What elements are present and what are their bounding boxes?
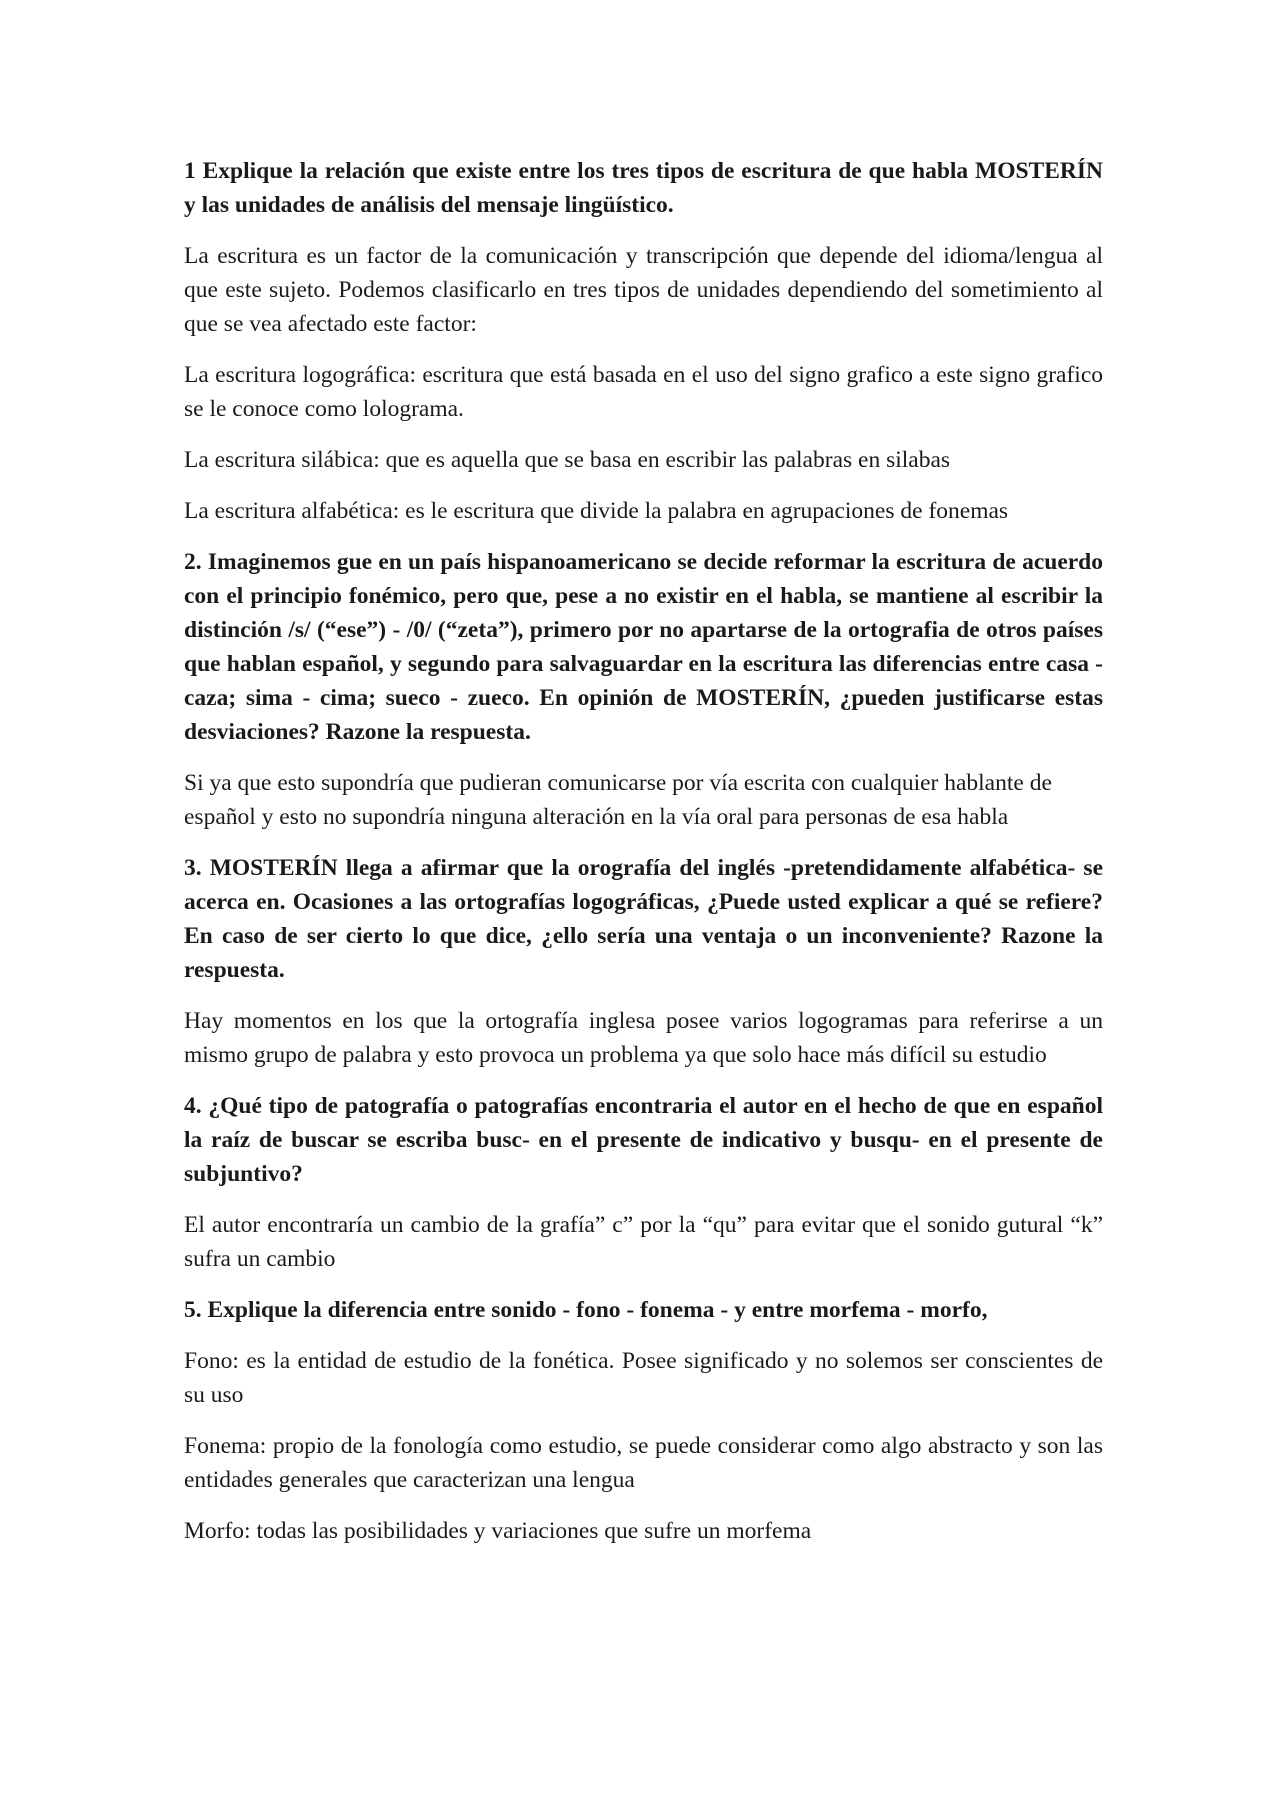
- answer-4: El autor encontraría un cambio de la grafía” c” por la “qu” para evitar que el sonido gutural “k” sufra un cambio: [184, 1212, 1103, 1272]
- question-1: 1 Explique la relación que existe entre los tres tipos de escritura de que habla MOSTERÍN y las unidades de análisis del mensaje lingüístico.: [184, 158, 1103, 218]
- document-page: [184, 154, 1103, 1565]
- answer-1-silabica: La escritura silábica: que es aquella que se basa en escribir las palabras en silabas: [184, 447, 951, 473]
- answer-1-alfabetica: La escritura alfabética: es le escritura que divide la palabra en agrupaciones de fonemas: [184, 498, 1009, 524]
- answer-5-fonema: Fonema: propio de la fonología como estudio, se puede considerar como algo abstracto y son las entidades generales que caracterizan una lengua: [184, 1433, 1103, 1493]
- answer-5-fono: Fono: es la entidad de estudio de la fonética. Posee significado y no solemos ser conscientes de su uso: [184, 1348, 1103, 1408]
- question-3: 3. MOSTERÍN llega a afirmar que la orografía del inglés -pretendidamente alfabética- se acerca en. Ocasiones a las ortografías logográficas, ¿Puede usted explicar a qué se refiere? En caso de ser cierto lo que dice, ¿ello sería una ventaja o un inconveniente? Razone la respuesta.: [184, 855, 1103, 983]
- question-5: 5. Explique la diferencia entre sonido - fono - fonema - y entre morfema - morfo,: [184, 1297, 988, 1323]
- answer-2: Si ya que esto supondría que pudieran comunicarse por vía escrita con cualquier hablante de español y esto no supondría ninguna alteración en la vía oral para personas de esa habla: [184, 770, 1052, 830]
- answer-1-intro: La escritura es un factor de la comunicación y transcripción que depende del idioma/lengua al que este sujeto. Podemos clasificarlo en tres tipos de unidades dependiendo del sometimiento al que se vea afectado este factor:: [184, 243, 1103, 337]
- answer-5-morfo: Morfo: todas las posibilidades y variaciones que sufre un morfema: [184, 1518, 812, 1544]
- question-2: 2. Imaginemos gue en un país hispanoamericano se decide reformar la escritura de acuerdo con el principio fonémico, pero que, pese a no existir en el habla, se mantiene al escribir la distinción /s/ (“ese”) - /0/ (“zeta”), primero por no apartarse de la ortografia de otros países que hablan español, y segundo para salvaguardar en la escritura las diferencias entre casa - caza; sima - cima; sueco - zueco. En opinión de MOSTERÍN, ¿pueden justificarse estas desviaciones? Razone la respuesta.: [184, 549, 1103, 745]
- question-4: 4. ¿Qué tipo de patografía o patografías encontraria el autor en el hecho de que en español la raíz de buscar se escriba busc- en el presente de indicativo y busqu- en el presente de subjuntivo?: [184, 1093, 1103, 1187]
- answer-1-logografica: La escritura logográfica: escritura que está basada en el uso del signo grafico a este signo grafico se le conoce como lolograma.: [184, 362, 1103, 422]
- answer-3: Hay momentos en los que la ortografía inglesa posee varios logogramas para referirse a un mismo grupo de palabra y esto provoca un problema ya que solo hace más difícil su estudio: [184, 1008, 1103, 1068]
